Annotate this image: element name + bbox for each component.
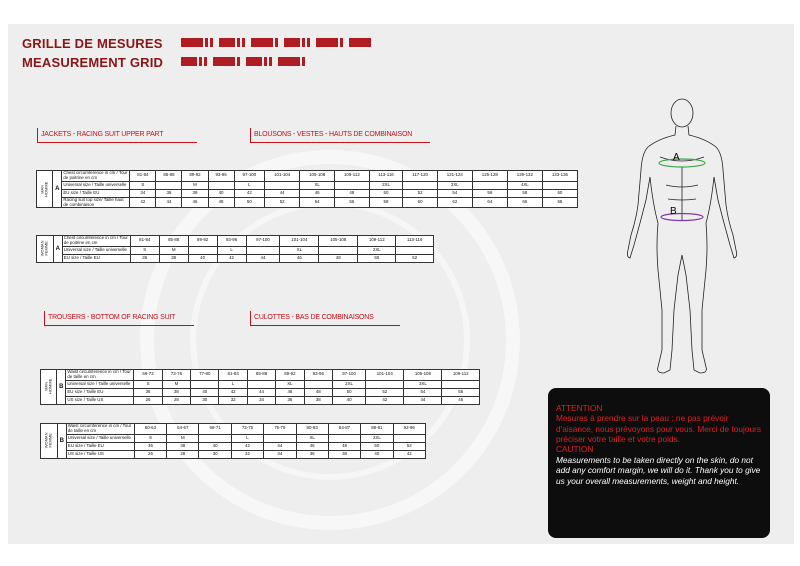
trousers-man-table bbox=[40, 369, 480, 405]
row-label: Universal size / Taille universelle bbox=[66, 434, 134, 442]
size-cell bbox=[442, 380, 480, 388]
size-cell: 85-88 bbox=[247, 370, 275, 381]
size-cell bbox=[396, 246, 434, 254]
size-cell bbox=[366, 380, 404, 388]
size-cell bbox=[319, 246, 358, 254]
gender-side-label bbox=[37, 236, 54, 263]
trousers-label-fr-bracket bbox=[250, 311, 251, 325]
size-cell: 88-91 bbox=[361, 424, 393, 435]
size-cell: 36 bbox=[296, 450, 328, 458]
size-cell: 52 bbox=[403, 189, 437, 197]
size-cell: 109-112 bbox=[335, 171, 369, 182]
row-label: Racing suit top size/ Taille haut de combinaison bbox=[62, 197, 130, 208]
size-cell: 89-92 bbox=[188, 236, 217, 247]
size-cell: 42 bbox=[130, 197, 156, 208]
jackets-man-table bbox=[36, 170, 578, 208]
size-cell: XL bbox=[280, 246, 319, 254]
gender-label: MAN bbox=[43, 382, 49, 392]
table-row bbox=[37, 189, 578, 197]
size-cell: 58 bbox=[369, 197, 403, 208]
size-cell: S bbox=[134, 434, 166, 442]
size-cell: 81-84 bbox=[130, 236, 159, 247]
size-cell: 77-80 bbox=[191, 370, 219, 381]
size-cell: 40 bbox=[199, 442, 231, 450]
row-label: Waist circumference in cm / Tour de taille en cm bbox=[66, 370, 134, 381]
size-cell: 30 bbox=[191, 396, 219, 404]
size-cell: 93-96 bbox=[304, 370, 332, 381]
size-cell: 109-112 bbox=[358, 236, 396, 247]
size-cell: 56 bbox=[442, 388, 480, 396]
size-cell: 26 bbox=[134, 396, 162, 404]
size-cell: 56 bbox=[472, 189, 507, 197]
size-cell: 34 bbox=[247, 396, 275, 404]
size-cell: 60-63 bbox=[134, 424, 166, 435]
size-cell bbox=[304, 380, 332, 388]
size-cell: 89-92 bbox=[182, 171, 208, 182]
size-cell: 28 bbox=[162, 396, 190, 404]
table-row bbox=[37, 254, 434, 262]
size-cell: 42 bbox=[366, 396, 404, 404]
size-cell: 44 bbox=[247, 388, 275, 396]
page-title-en: MEASUREMENT GRID bbox=[22, 55, 164, 70]
row-label: Universal size / Taille universelle bbox=[62, 246, 130, 254]
row-label: EU size / Taille EU bbox=[62, 189, 130, 197]
table-row bbox=[41, 442, 426, 450]
trousers-label-fr-underline bbox=[250, 325, 400, 326]
size-cell: L bbox=[231, 434, 263, 442]
gender-label: MAN bbox=[39, 184, 45, 194]
caution-heading: CAUTION bbox=[556, 444, 594, 455]
measure-letter: A bbox=[53, 236, 62, 263]
size-cell: 84-87 bbox=[328, 424, 360, 435]
size-cell: 89-92 bbox=[276, 370, 304, 381]
body-outline-figure bbox=[598, 95, 738, 385]
size-cell: 48 bbox=[319, 254, 358, 262]
gender-label: WOMAN bbox=[39, 240, 45, 257]
size-cell: 3XL bbox=[404, 380, 442, 388]
size-cell: 44 bbox=[156, 197, 182, 208]
size-cell: 46 bbox=[276, 388, 304, 396]
size-cell: 68 bbox=[542, 197, 577, 208]
size-cell: 44 bbox=[264, 442, 296, 450]
size-cell: 101-104 bbox=[265, 171, 300, 182]
size-cell: 80-83 bbox=[296, 424, 328, 435]
size-cell: 2XL bbox=[361, 434, 393, 442]
size-cell: 2XL bbox=[332, 380, 365, 388]
size-cell: 26 bbox=[134, 450, 166, 458]
size-cell bbox=[393, 434, 425, 442]
table-row bbox=[41, 396, 480, 404]
size-cell: 42 bbox=[231, 442, 263, 450]
trousers-woman-table bbox=[40, 423, 426, 459]
gender-label: WOMAN bbox=[43, 432, 49, 449]
size-cell: 85-88 bbox=[159, 236, 188, 247]
size-cell: 101-104 bbox=[366, 370, 404, 381]
size-cell: S bbox=[130, 181, 156, 189]
size-cell bbox=[403, 181, 437, 189]
size-cell: 42 bbox=[234, 189, 265, 197]
attention-heading: ATTENTION bbox=[556, 403, 603, 413]
jackets-label-en: JACKETS - RACING SUIT UPPER PART bbox=[41, 131, 164, 138]
size-cell: 105-108 bbox=[404, 370, 442, 381]
size-cell bbox=[472, 181, 507, 189]
size-cell: 40 bbox=[188, 254, 217, 262]
size-cell: 93-96 bbox=[217, 236, 246, 247]
measure-label-a: A bbox=[673, 152, 680, 163]
size-cell: L bbox=[234, 181, 265, 189]
size-cell: 54 bbox=[300, 197, 335, 208]
row-label: Universal size / Taille universelle bbox=[66, 380, 134, 388]
size-cell: XL bbox=[296, 434, 328, 442]
size-cell: 46 bbox=[300, 189, 335, 197]
row-label: Chest circumference in cm / Tour de poitrine en cm bbox=[62, 171, 130, 182]
gender-label-fr: HOMME bbox=[43, 181, 49, 197]
size-cell: 76-79 bbox=[264, 424, 296, 435]
gender-label-fr: FEMME bbox=[43, 241, 49, 257]
size-cell: 52 bbox=[366, 388, 404, 396]
size-cell: 32 bbox=[231, 450, 263, 458]
size-cell: 125-128 bbox=[472, 171, 507, 182]
size-cell: 109-112 bbox=[442, 370, 480, 381]
size-cell: 52 bbox=[393, 442, 425, 450]
size-cell: 117-120 bbox=[403, 171, 437, 182]
size-cell: 73-76 bbox=[162, 370, 190, 381]
size-cell bbox=[328, 434, 360, 442]
size-cell: XL bbox=[300, 181, 335, 189]
size-cell: 62 bbox=[437, 197, 472, 208]
size-cell: 48 bbox=[335, 189, 369, 197]
caution-en-text: Measurements to be taken directly on the skin, do not add any comfort margin, we will do it. Thank you to give us your overall measurements, weight and height. bbox=[556, 454, 761, 486]
size-cell: 113-116 bbox=[369, 171, 403, 182]
size-cell: 129-132 bbox=[507, 171, 542, 182]
size-cell: 60 bbox=[403, 197, 437, 208]
size-cell: 44 bbox=[404, 396, 442, 404]
size-cell: XL bbox=[276, 380, 304, 388]
size-cell: S bbox=[130, 246, 159, 254]
size-cell: 40 bbox=[208, 189, 234, 197]
size-cell: 38 bbox=[167, 442, 199, 450]
size-cell: 46 bbox=[182, 197, 208, 208]
size-cell: L bbox=[219, 380, 247, 388]
size-cell: 113-116 bbox=[396, 236, 434, 247]
size-cell bbox=[199, 434, 231, 442]
table-row bbox=[41, 424, 426, 435]
size-cell: 38 bbox=[182, 189, 208, 197]
trousers-label-en: TROUSERS - BOTTOM OF RACING SUIT bbox=[48, 314, 176, 321]
table-row bbox=[41, 380, 480, 388]
size-cell: 3XL bbox=[437, 181, 472, 189]
size-cell: 36 bbox=[276, 396, 304, 404]
size-cell: 101-104 bbox=[280, 236, 319, 247]
title-stripe-2 bbox=[181, 57, 305, 66]
gender-side-label bbox=[37, 171, 53, 208]
size-cell bbox=[156, 181, 182, 189]
size-cell: M bbox=[182, 181, 208, 189]
row-label: Chest circumference in cm / Tour de poitrine en cm bbox=[62, 236, 130, 247]
size-cell: 58 bbox=[507, 189, 542, 197]
size-cell: 40 bbox=[332, 396, 365, 404]
table-row bbox=[37, 197, 578, 208]
size-cell: 50 bbox=[369, 189, 403, 197]
row-label: EU size / Taille EU bbox=[62, 254, 130, 262]
size-cell: 44 bbox=[265, 189, 300, 197]
row-label: US size / Taille US bbox=[66, 396, 134, 404]
size-cell: 54 bbox=[437, 189, 472, 197]
size-cell: 40 bbox=[361, 450, 393, 458]
table-row bbox=[37, 181, 578, 189]
trousers-label-en-underline bbox=[44, 325, 194, 326]
jackets-label-fr: BLOUSONS - VESTES - HAUTS DE COMBINAISON bbox=[254, 131, 413, 138]
size-cell: 97-100 bbox=[234, 171, 265, 182]
size-cell bbox=[264, 434, 296, 442]
trousers-label-en-bracket bbox=[44, 311, 45, 325]
table-row bbox=[41, 434, 426, 442]
size-cell: 121-124 bbox=[437, 171, 472, 182]
title-stripe-1 bbox=[181, 38, 371, 47]
size-cell: 46 bbox=[280, 254, 319, 262]
gender-label-fr: FEMME bbox=[47, 433, 53, 449]
size-cell: 42 bbox=[219, 388, 247, 396]
size-cell: L bbox=[217, 246, 246, 254]
size-cell: 97-100 bbox=[246, 236, 280, 247]
size-cell: 85-88 bbox=[156, 171, 182, 182]
gender-side-label bbox=[41, 424, 58, 459]
size-cell: 36 bbox=[134, 388, 162, 396]
size-cell: 56 bbox=[335, 197, 369, 208]
size-cell: 52 bbox=[396, 254, 434, 262]
size-cell: 50 bbox=[332, 388, 365, 396]
size-cell: 32 bbox=[219, 396, 247, 404]
row-label: EU size / Taille EU bbox=[66, 442, 134, 450]
size-cell: 105-108 bbox=[300, 171, 335, 182]
size-cell: 34 bbox=[264, 450, 296, 458]
measure-letter: B bbox=[57, 370, 66, 405]
size-cell: 38 bbox=[304, 396, 332, 404]
attention-panel bbox=[548, 388, 770, 538]
page-title-fr: GRILLE DE MESURES bbox=[22, 36, 163, 51]
size-cell: 81-84 bbox=[219, 370, 247, 381]
size-cell: 93-96 bbox=[208, 171, 234, 182]
size-cell: 46 bbox=[442, 396, 480, 404]
size-cell bbox=[335, 181, 369, 189]
size-cell: 2XL bbox=[369, 181, 403, 189]
trousers-label-fr: CULOTTES - BAS DE COMBINAISONS bbox=[254, 314, 374, 321]
size-cell: 66 bbox=[507, 197, 542, 208]
size-cell: 105-108 bbox=[319, 236, 358, 247]
size-cell: M bbox=[167, 434, 199, 442]
size-cell: 42 bbox=[393, 450, 425, 458]
size-cell: 64-67 bbox=[167, 424, 199, 435]
size-cell: 2XL bbox=[358, 246, 396, 254]
size-cell: 50 bbox=[358, 254, 396, 262]
table-row bbox=[37, 171, 578, 182]
table-row bbox=[37, 236, 434, 247]
size-cell bbox=[265, 181, 300, 189]
size-cell: 50 bbox=[361, 442, 393, 450]
row-label: US size / Taille US bbox=[66, 450, 134, 458]
size-cell: 48 bbox=[208, 197, 234, 208]
row-label: Universal size / Taille universelle bbox=[62, 181, 130, 189]
size-cell: 68-71 bbox=[199, 424, 231, 435]
measure-letter: A bbox=[53, 171, 62, 208]
size-cell bbox=[247, 380, 275, 388]
table-row bbox=[41, 450, 426, 458]
size-cell: S bbox=[134, 380, 162, 388]
table-row bbox=[37, 246, 434, 254]
size-cell bbox=[191, 380, 219, 388]
jackets-label-fr-bracket bbox=[250, 128, 251, 142]
table-row bbox=[41, 388, 480, 396]
jackets-label-en-underline bbox=[37, 142, 197, 143]
size-cell: 46 bbox=[296, 442, 328, 450]
size-cell: 81-84 bbox=[130, 171, 156, 182]
jackets-woman-table bbox=[36, 235, 434, 263]
size-cell: M bbox=[162, 380, 190, 388]
size-cell: 42 bbox=[217, 254, 246, 262]
size-cell: 38 bbox=[328, 450, 360, 458]
size-cell: 48 bbox=[328, 442, 360, 450]
size-cell: M bbox=[159, 246, 188, 254]
row-label: Waist circumference in cm / Tour de taille en cm bbox=[66, 424, 134, 435]
row-label: EU size / Taille EU bbox=[66, 388, 134, 396]
size-cell: 64 bbox=[472, 197, 507, 208]
size-cell bbox=[542, 181, 577, 189]
size-cell: 38 bbox=[159, 254, 188, 262]
size-cell: 72-75 bbox=[231, 424, 263, 435]
size-cell: 34 bbox=[130, 189, 156, 197]
size-cell: 48 bbox=[304, 388, 332, 396]
size-cell: 44 bbox=[246, 254, 280, 262]
size-cell: 92-96 bbox=[393, 424, 425, 435]
size-cell bbox=[188, 246, 217, 254]
size-cell: 50 bbox=[234, 197, 265, 208]
size-cell: 36 bbox=[134, 442, 166, 450]
size-cell: 36 bbox=[156, 189, 182, 197]
size-cell: 54 bbox=[404, 388, 442, 396]
size-cell: 69-72 bbox=[134, 370, 162, 381]
size-cell: 40 bbox=[191, 388, 219, 396]
size-cell bbox=[208, 181, 234, 189]
size-cell: 60 bbox=[542, 189, 577, 197]
size-cell: 4XL bbox=[507, 181, 542, 189]
table-row bbox=[41, 370, 480, 381]
chest-measure-line bbox=[659, 159, 705, 167]
size-cell: 133-136 bbox=[542, 171, 577, 182]
size-cell: 38 bbox=[162, 388, 190, 396]
measure-letter: B bbox=[57, 424, 66, 459]
size-cell: 52 bbox=[265, 197, 300, 208]
size-cell: 30 bbox=[199, 450, 231, 458]
jackets-label-en-bracket bbox=[37, 128, 38, 142]
size-cell: 36 bbox=[130, 254, 159, 262]
size-cell: 97-100 bbox=[332, 370, 365, 381]
attention-fr-text: Mesures à prendre sur la peau : ne pas prévoir d'aisance, nous prévoyons pour vous. Merci de toujours préciser votre taille et votre poids. bbox=[556, 413, 761, 445]
gender-label-fr: HOMME bbox=[47, 379, 53, 395]
gender-side-label bbox=[41, 370, 57, 405]
size-cell bbox=[246, 246, 280, 254]
size-cell: 28 bbox=[167, 450, 199, 458]
jackets-label-fr-underline bbox=[250, 142, 430, 143]
measure-label-b: B bbox=[670, 206, 677, 217]
